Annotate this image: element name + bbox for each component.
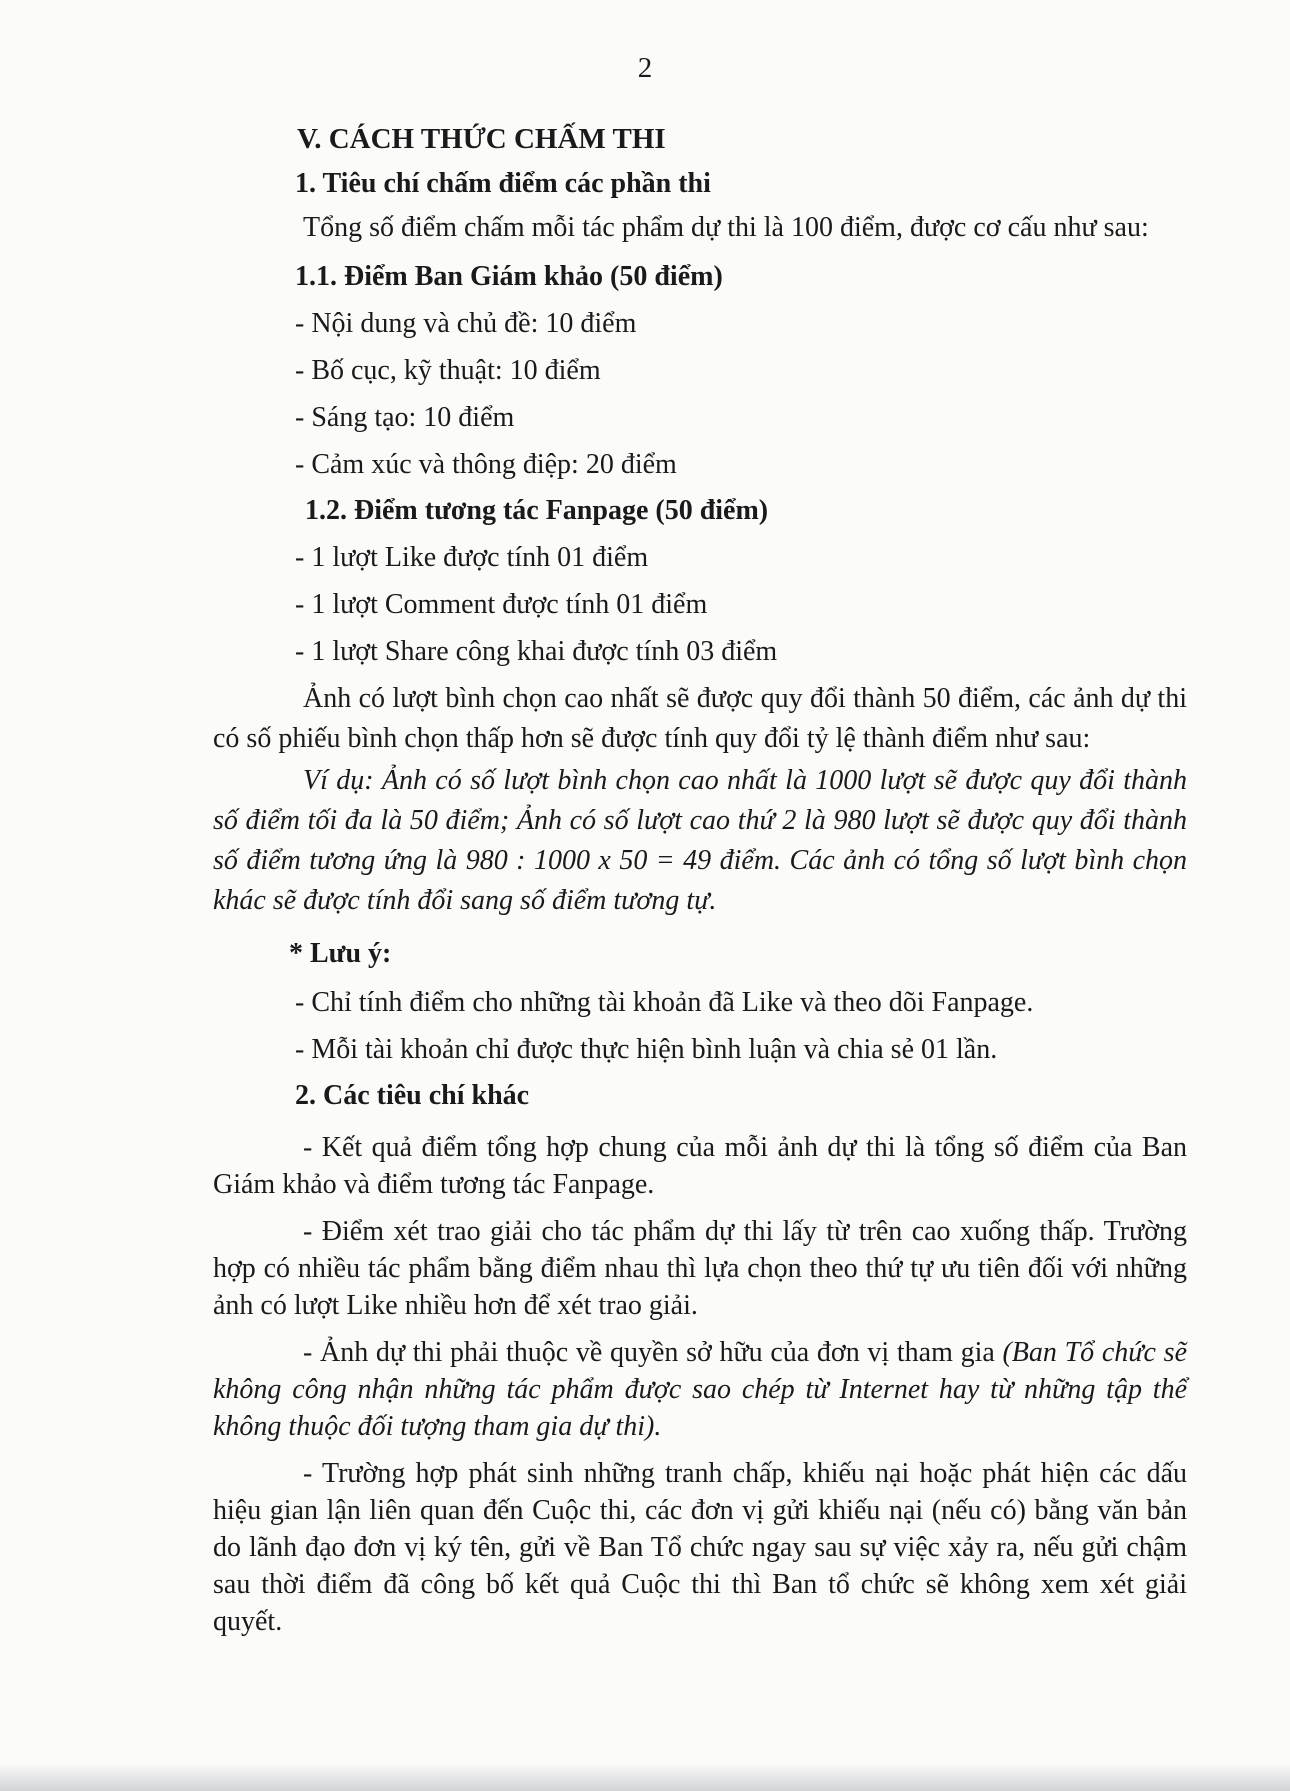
conversion-paragraph: Ảnh có lượt bình chọn cao nhất sẽ được quy đổi thành 50 điểm, các ảnh dự thi có số phiếu bình chọn thấp hơn sẽ được tính quy đổi tỷ lệ thành điểm như sau: xyxy=(213,683,1187,754)
other-paragraph: - Điểm xét trao giải cho tác phẩm dự thi lấy từ trên cao xuống thấp. Trường hợp có nhiều tác phẩm bằng điểm nhau thì lựa chọn theo thứ tự ưu tiên đối với những ảnh có lượt Like nhiều hơn để xét trao giải. xyxy=(213,1216,1187,1321)
note-item: - Mỗi tài khoản chỉ được thực hiện bình luận và chia sẻ 01 lần. xyxy=(295,1034,998,1065)
other-paragraph: - Kết quả điểm tổng hợp chung của mỗi ảnh dự thi là tổng số điểm của Ban Giám khảo và điểm tương tác Fanpage. xyxy=(213,1132,1187,1200)
other-paragraph xyxy=(213,1334,1187,1445)
fanpage-item: - 1 lượt Share công khai được tính 03 điểm xyxy=(295,636,778,667)
other-paragraph: - Trường hợp phát sinh những tranh chấp, khiếu nại hoặc phát hiện các dấu hiệu gian lận liên quan đến Cuộc thi, các đơn vị gửi khiếu nại (nếu có) bằng văn bản do lãnh đạo đơn vị ký tên, gửi về Ban Tổ chức ngay sau sự việc xảy ra, nếu gửi chậm sau thời điểm đã công bố kết quả Cuộc thi thì Ban tổ chức sẽ không xem xét giải quyết. xyxy=(213,1458,1187,1637)
scan-edge-shadow xyxy=(0,1763,1290,1791)
jury-item: - Sáng tạo: 10 điểm xyxy=(295,402,515,433)
note-title: * Lưu ý: xyxy=(289,938,392,969)
jury-item: - Cảm xúc và thông điệp: 20 điểm xyxy=(295,449,677,480)
other-criteria-title: 2. Các tiêu chí khác xyxy=(295,1080,530,1111)
section-title: V. CÁCH THỨC CHẤM THI xyxy=(297,123,666,155)
ownership-note: (Ban Tổ chức sẽ không công nhận những tác phẩm được sao chép từ Internet hay từ những tập thể không thuộc đối tượng tham gia dự thi). xyxy=(213,1337,1188,1442)
example-paragraph: Ví dụ: Ảnh có số lượt bình chọn cao nhất là 1000 lượt sẽ được quy đổi thành số điểm tối đa là 50 điểm; Ảnh có số lượt cao thứ 2 là 980 lượt sẽ được quy đổi thành số điểm tương ứng là 980 : 1000 x 50 = 49 điểm. Các ảnh có tổng số lượt bình chọn khác sẽ được tính đổi sang số điểm tương tự. xyxy=(213,765,1187,916)
jury-item: - Bố cục, kỹ thuật: 10 điểm xyxy=(295,355,601,386)
ownership-text: - Ảnh dự thi phải thuộc về quyền sở hữu của đơn vị tham gia xyxy=(303,1337,1003,1368)
note-item: - Chỉ tính điểm cho những tài khoản đã Like và theo dõi Fanpage. xyxy=(295,987,1034,1018)
jury-item: - Nội dung và chủ đề: 10 điểm xyxy=(295,308,637,339)
page-number: 2 xyxy=(637,52,653,84)
intro-paragraph: Tổng số điểm chấm mỗi tác phẩm dự thi là 100 điểm, được cơ cấu như sau: xyxy=(303,212,1149,243)
document-body xyxy=(213,116,1187,1640)
fanpage-title: 1.2. Điểm tương tác Fanpage (50 điểm) xyxy=(305,495,769,526)
fanpage-item: - 1 lượt Like được tính 01 điểm xyxy=(295,542,649,573)
fanpage-item: - 1 lượt Comment được tính 01 điểm xyxy=(295,589,708,620)
criteria-title: 1. Tiêu chí chấm điểm các phần thi xyxy=(295,168,711,199)
jury-title: 1.1. Điểm Ban Giám khảo (50 điểm) xyxy=(295,261,723,292)
